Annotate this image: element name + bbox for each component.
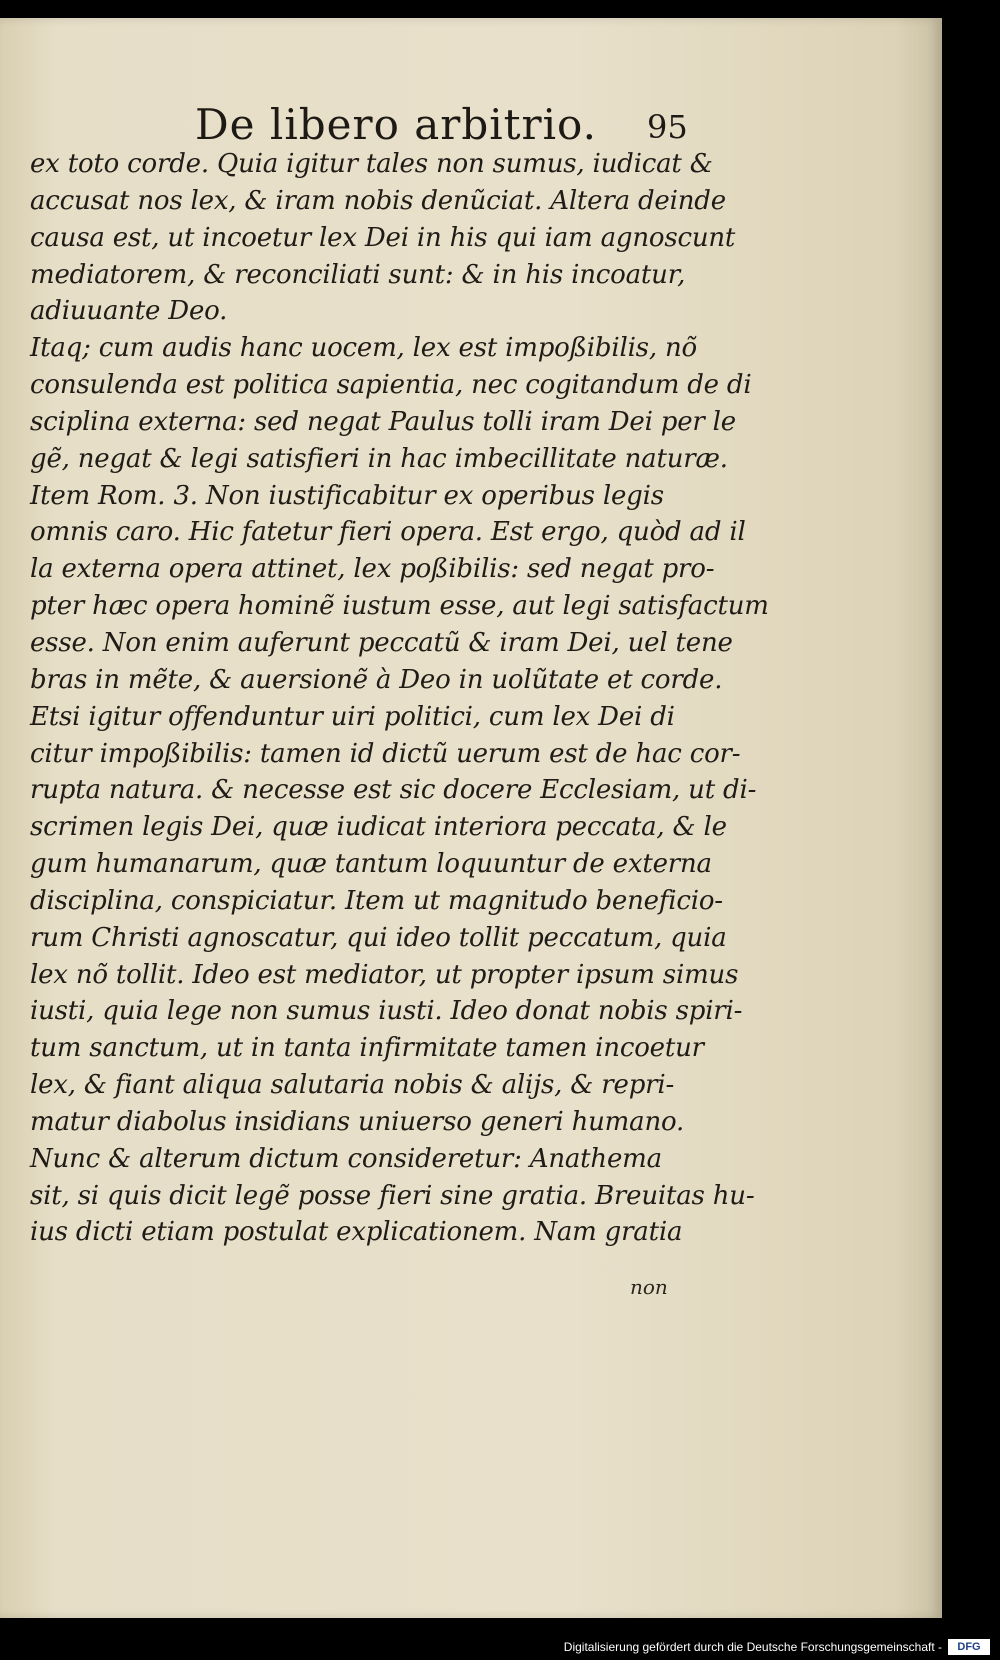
text-line: pter hæc opera hominẽ iustum esse, aut legi satisfactum [30, 591, 769, 622]
catchword: non [630, 1275, 668, 1299]
text-line: Item Rom. 3. Non iustificabitur ex operibus legis [30, 480, 664, 511]
text-line: esse. Non enim auferunt peccatũ & iram Dei, uel tene [30, 627, 733, 658]
text-line: tum sanctum, ut in tanta infirmitate tamen incoetur [30, 1033, 704, 1064]
body-text [30, 146, 769, 1251]
running-title: De libero arbitrio. [195, 100, 597, 149]
text-line: gẽ, negat & legi satisfieri in hac imbecillitate naturæ. [30, 443, 728, 474]
text-line: ius dicti etiam postulat explicationem. Nam gratia [30, 1217, 683, 1248]
text-line: iusti, quia lege non sumus iusti. Ideo donat nobis spiri- [30, 996, 743, 1027]
text-line: causa est, ut incoetur lex Dei in his qui iam agnoscunt [30, 222, 736, 253]
text-line: sciplina externa: sed negat Paulus tolli iram Dei per le [30, 406, 736, 437]
text-line: gum humanarum, quæ tantum loquuntur de externa [30, 849, 712, 880]
text-line: lex nõ tollit. Ideo est mediator, ut propter ipsum simus [30, 959, 739, 990]
text-line: consulenda est politica sapientia, nec cogitandum de di [30, 370, 752, 401]
text-line: Itaq; cum audis hanc uocem, lex est impoßibilis, nõ [30, 333, 697, 364]
book-page [0, 18, 942, 1618]
text-line: disciplina, conspiciatur. Item ut magnitudo beneficio- [30, 885, 723, 916]
digitization-footer [0, 1636, 1000, 1660]
text-line: scrimen legis Dei, quæ iudicat interiora peccata, & le [30, 812, 727, 843]
page-number: 95 [647, 108, 688, 146]
text-line: adiuuante Deo. [30, 296, 228, 327]
text-line: accusat nos lex, & iram nobis denũciat. Altera deinde [30, 185, 726, 216]
text-line: la externa opera attinet, lex poßibilis: sed negat pro- [30, 554, 715, 585]
text-line: omnis caro. Hic fatetur fieri opera. Est ergo, quòd ad il [30, 517, 746, 548]
dfg-logo-icon: DFG [948, 1639, 990, 1655]
text-line: citur impoßibilis: tamen id dictũ uerum est de hac cor- [30, 738, 741, 769]
text-line: Etsi igitur offenduntur uiri politici, cum lex Dei di [30, 701, 675, 732]
text-line: sit, si quis dicit legẽ posse fieri sine gratia. Breuitas hu- [30, 1180, 755, 1211]
text-line: rum Christi agnoscatur, qui ideo tollit peccatum, quia [30, 922, 727, 953]
text-line: lex, & fiant aliqua salutaria nobis & alijs, & repri- [30, 1070, 675, 1101]
text-line: rupta natura. & necesse est sic docere Ecclesiam, ut di- [30, 775, 757, 806]
text-line: bras in mẽte, & auersionẽ à Deo in uolũtate et corde. [30, 664, 723, 695]
text-line: ex toto corde. Quia igitur tales non sumus, iudicat & [30, 149, 713, 179]
text-line: Nunc & alterum dictum consideretur: Anathema [30, 1143, 662, 1174]
text-line: matur diabolus insidians uniuerso generi humano. [30, 1106, 685, 1137]
funding-credit: Digitalisierung gefördert durch die Deutsche Forschungsgemeinschaft - [563, 1640, 942, 1654]
text-line: mediatorem, & reconciliati sunt: & in his incoatur, [30, 259, 686, 290]
